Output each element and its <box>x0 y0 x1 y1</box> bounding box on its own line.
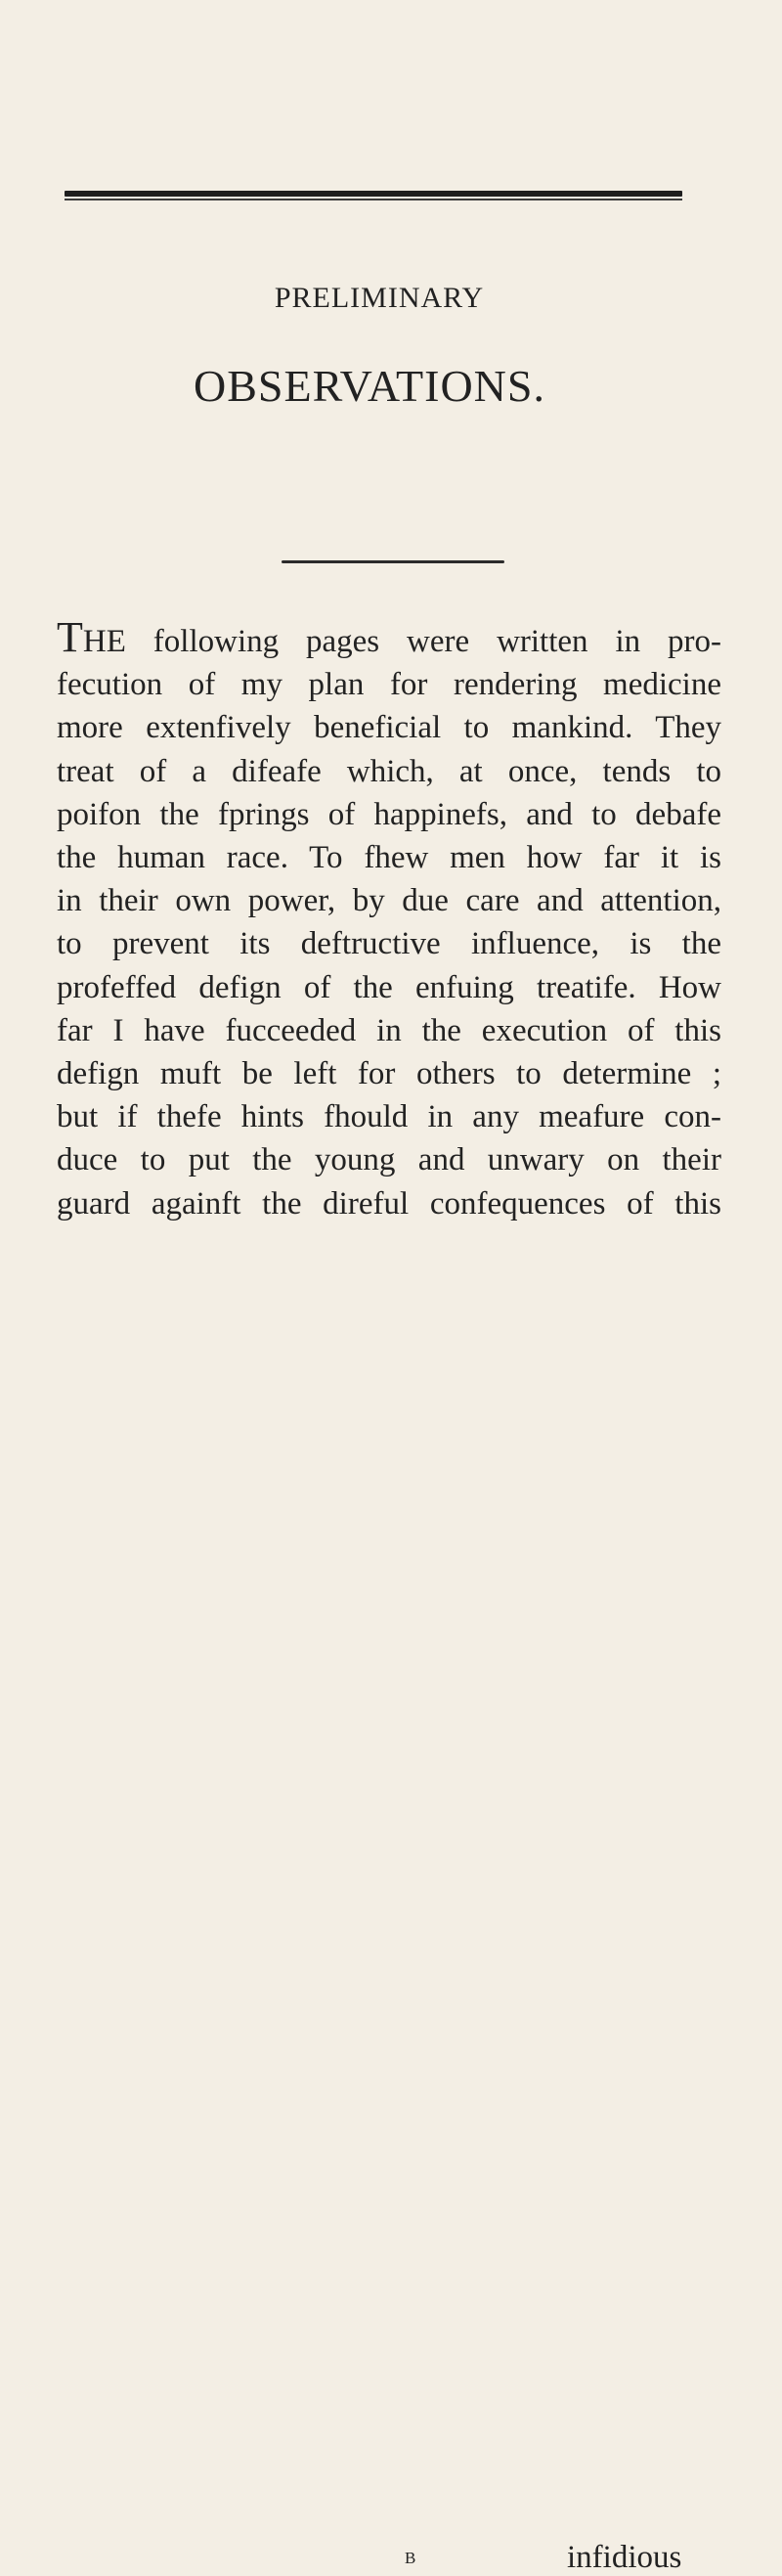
text-line-rest: HE following pages were written in pro- <box>82 624 721 659</box>
text-line: in their own power, by due care and attention, <box>57 883 721 919</box>
catchline <box>0 1268 782 2575</box>
text-line <box>57 613 721 663</box>
text-line: profeffed defign of the enfuing treatife. How <box>57 969 721 1005</box>
text-line: far I have fucceeded in the execution of this <box>57 1012 721 1048</box>
text-line: duce to put the young and unwary on their <box>57 1142 721 1178</box>
catchword: infidious <box>567 2540 682 2575</box>
text-line: fecution of my plan for rendering medicine <box>57 667 721 703</box>
text-line: treat of a difeafe which, at once, tends to <box>57 753 721 789</box>
section-divider <box>282 560 504 563</box>
text-line: the human race. To fhew men how far it is <box>57 840 721 876</box>
top-rule <box>65 191 682 197</box>
heading-observations: OBSERVATIONS. <box>194 361 545 411</box>
text-line: but if thefe hints fhould in any meafure con- <box>57 1099 721 1135</box>
heading-preliminary: PRELIMINARY <box>274 282 485 314</box>
text-line: poifon the fprings of happinefs, and to debafe <box>57 796 721 832</box>
text-line: more extenfively beneficial to mankind. They <box>57 710 721 746</box>
top-rule-thin <box>65 199 682 200</box>
body-paragraph <box>57 613 721 1225</box>
text-line: to prevent its deftructive influence, is the <box>57 926 721 962</box>
text-line: guard againft the direful confequences of this <box>57 1185 721 1221</box>
signature-mark: B <box>405 2549 417 2567</box>
text-line: defign muft be left for others to determine ; <box>57 1056 721 1092</box>
drop-cap: T <box>57 613 83 661</box>
